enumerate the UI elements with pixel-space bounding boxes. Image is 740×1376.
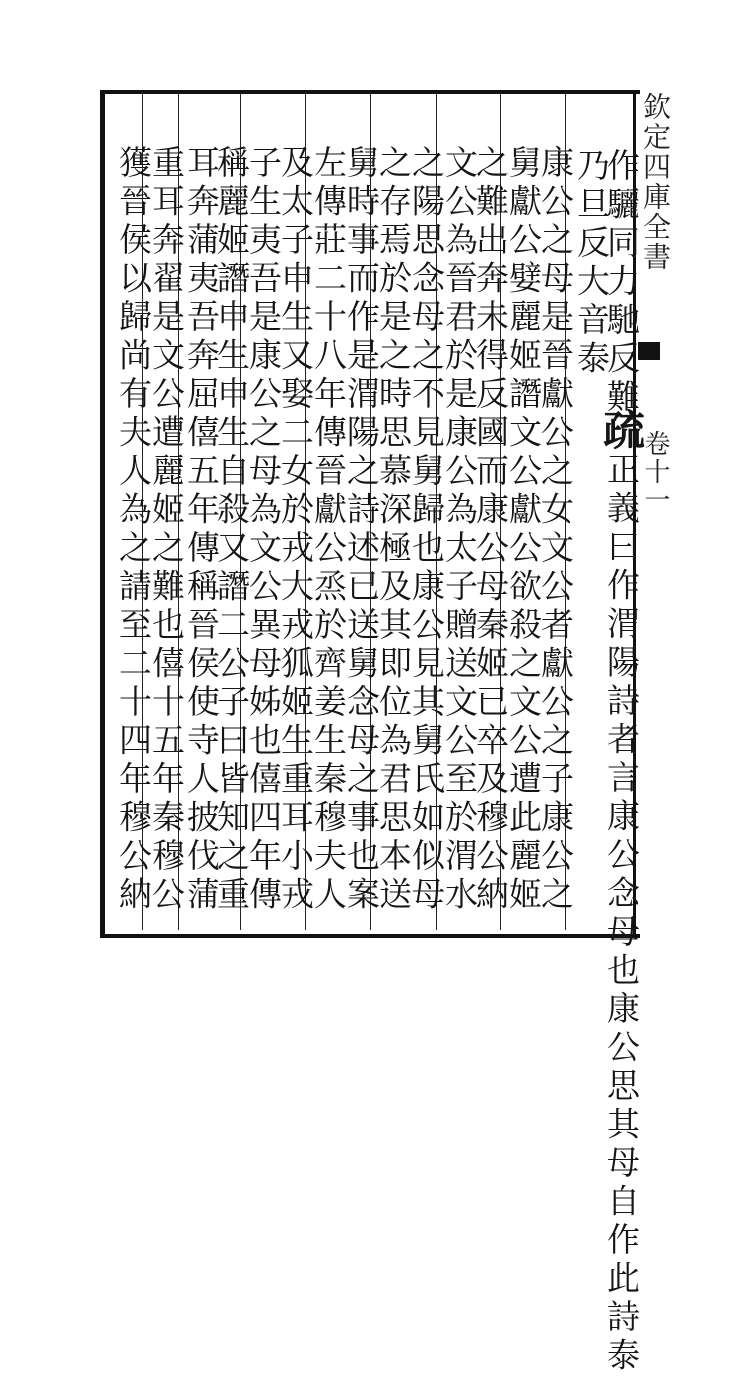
text-column-13: 稱麗姬譖申生申生自殺又譖二公子曰皆知之重 (212, 145, 251, 915)
shu-label: 疏 (597, 408, 646, 452)
text-column-11: 及太子申生又娶二女於戎大戎狐姬生重耳小戎 (276, 145, 315, 915)
text-column-2: 乃旦反大音泰 (572, 148, 611, 379)
shu-column (598, 408, 644, 1376)
text-column-14: 耳奔蒲夷吾奔屈僖五年傳稱晉侯使寺人披伐蒲 (182, 145, 221, 915)
text-column-5: 之難出奔未得反國而康公母秦姬已卒及穆公納 (471, 145, 510, 915)
text-column-6: 文公為晉君於是康公為太子贈送文公至於渭水 (440, 145, 479, 915)
text-column-16: 獲晉侯以歸尚有夫人為之請至二十四年穆公納 (114, 145, 153, 915)
text-column-15: 重耳奔翟是文公遭麗姬之難也僖十五年秦穆公 (147, 145, 186, 915)
text-column-4: 舅獻公嬖麗姬譖文公獻公欲殺之文公遭此麗姬 (504, 145, 543, 915)
volume-note: 卷十一 (640, 430, 670, 514)
running-title: 欽定四庫全書 (639, 92, 672, 272)
text-column-3: 康公之母是晉獻公之女文公者獻公之子康公之 (536, 145, 575, 915)
text-column-10: 左傳莊二十八年傳晉獻公烝於齊姜生秦穆夫人 (309, 145, 348, 915)
text-column-1: 作驪同力馳反難 (602, 148, 641, 418)
text-column-9: 舅時事而作是渭陽之詩述已送舅念母之事也案 (342, 145, 381, 915)
text-column-7: 之陽思念母之不見舅歸也康公見其舅氏如似母 (407, 145, 446, 915)
shu-text: 正義曰作渭陽詩者言康公念母也康公思其母自作此詩泰 (602, 452, 641, 1376)
text-column-8: 之存焉於是之時思慕深極及其即位為君思本送 (374, 145, 413, 915)
text-column-12: 子生夷吾是康公之母為文公異母姊也僖四年傳 (244, 145, 283, 915)
